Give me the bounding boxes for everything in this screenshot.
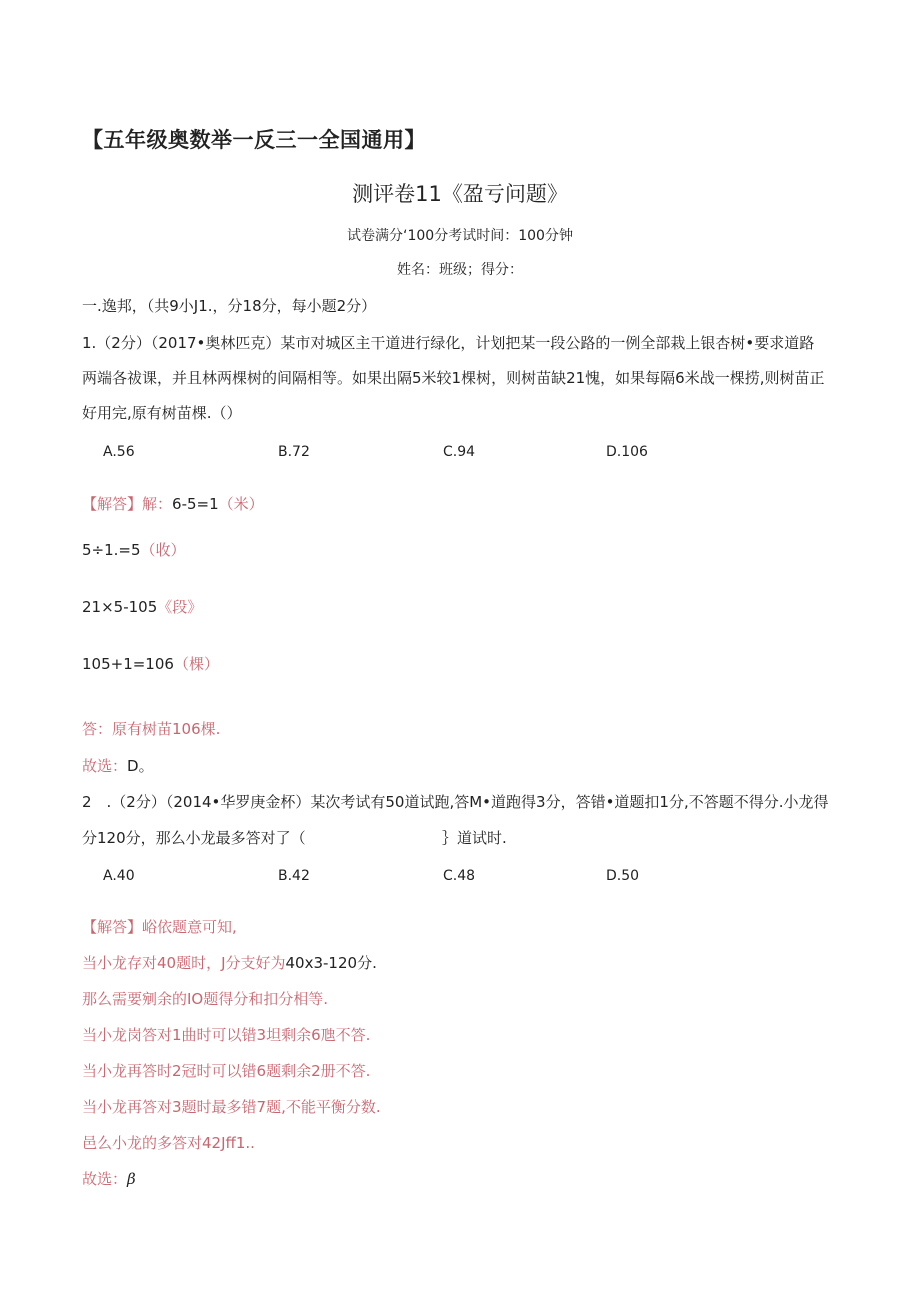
q1-solution-step1 [82,494,264,514]
choice-value: D。 [127,757,154,775]
step2-calc: 5÷1.=5 [82,541,141,559]
q2-solution-line1 [82,917,237,937]
q1-text-line2: 两端各祓课，并且林两棵树的间隔相等。如果出隔5米较1棵树，则树苗缺21愧，如果每隔6米战一棵捞,则树苗正 [82,369,825,387]
choice-label: 故选： [82,757,128,775]
q2-solution-line7: 邑么小龙的多答对42Jff1.. [82,1134,255,1152]
step4-calc: 105+1=106 [82,655,174,673]
q2-solution-line4: 当小龙岗答对1曲时可以错3坦剩余6虺不答. [82,1026,371,1044]
q1-solution-step2 [82,540,186,560]
q2-solution-line2 [82,953,377,973]
q2-text-line2a: 分120分，那么小龙最多答对了（ [82,829,306,847]
q1-solution-step3 [82,597,202,617]
step1-unit: （米） [218,495,264,513]
q1-solution-step4 [82,654,219,674]
score-time-info: 试卷满分‘100分考试时间：100分钟 [347,228,573,244]
solution-text: 当小龙存对40题时，J分支好为 [82,954,286,972]
q2-solution-line5: 当小龙再答时2冠时可以错6题剩余2册不答. [82,1062,371,1080]
q2-option-c: C.48 [443,868,476,884]
q2-option-d: D.50 [606,868,640,884]
section-heading: 一.逸邦，（共9小J1.，分18分，每小题2分） [82,297,377,315]
test-title: 测评卷11《盈亏问题》 [352,182,568,206]
q2-text-line2b: ｝道试时. [442,829,507,847]
solution-text: 峪依题意可知, [142,918,237,936]
answer-label: 【解答】 [82,918,143,936]
q1-choice [82,756,154,776]
q2-text-line1: 2 .（2分）（2014•华罗庚金杯）某次考试有50道试跑,答M•道跑得3分，答错•道题扣1分,不答题不得分.小龙得 [82,793,829,811]
answer-label: 【解答】 [82,495,143,513]
step3-calc: 21×5-105 [82,598,158,616]
q1-text-line1: 1.（2分）（2017•奥林匹克）某市对城区主干道进行绿化，计划把某一段公路的一例全部栽上银杏树•要求道路 [82,334,815,352]
student-info: 姓名：班级；得分： [397,262,523,278]
q2-choice [82,1169,136,1189]
q1-conclusion: 答：原有树苗106棵. [82,720,221,738]
q2-solution-line6: 当小龙再答对3题时最多错7题,不能平衡分数. [82,1098,381,1116]
solution-calc: 40x3-120分. [285,954,377,972]
q2-option-a: A.40 [103,868,135,884]
q1-option-b: B.72 [278,444,310,460]
q1-option-c: C.94 [443,444,476,460]
step2-unit: （收） [140,541,186,559]
step4-unit: （棵） [173,655,219,673]
step1-calc: 6-5=1 [172,495,219,513]
choice-label: 故选： [82,1170,128,1188]
step3-unit: 《段》 [157,598,203,616]
choice-value: β [127,1170,136,1188]
q1-text-line3: 好用完,原有树苗棵.（） [82,404,242,422]
answer-intro: 解： [142,495,173,513]
q1-option-d: D.106 [606,444,648,460]
series-title: 【五年级奥数举一反三一全国通用】 [82,128,426,152]
q2-option-b: B.42 [278,868,310,884]
q2-solution-line3: 那么需要剜余的IO题得分和扣分相等. [82,990,329,1008]
q1-option-a: A.56 [103,444,135,460]
